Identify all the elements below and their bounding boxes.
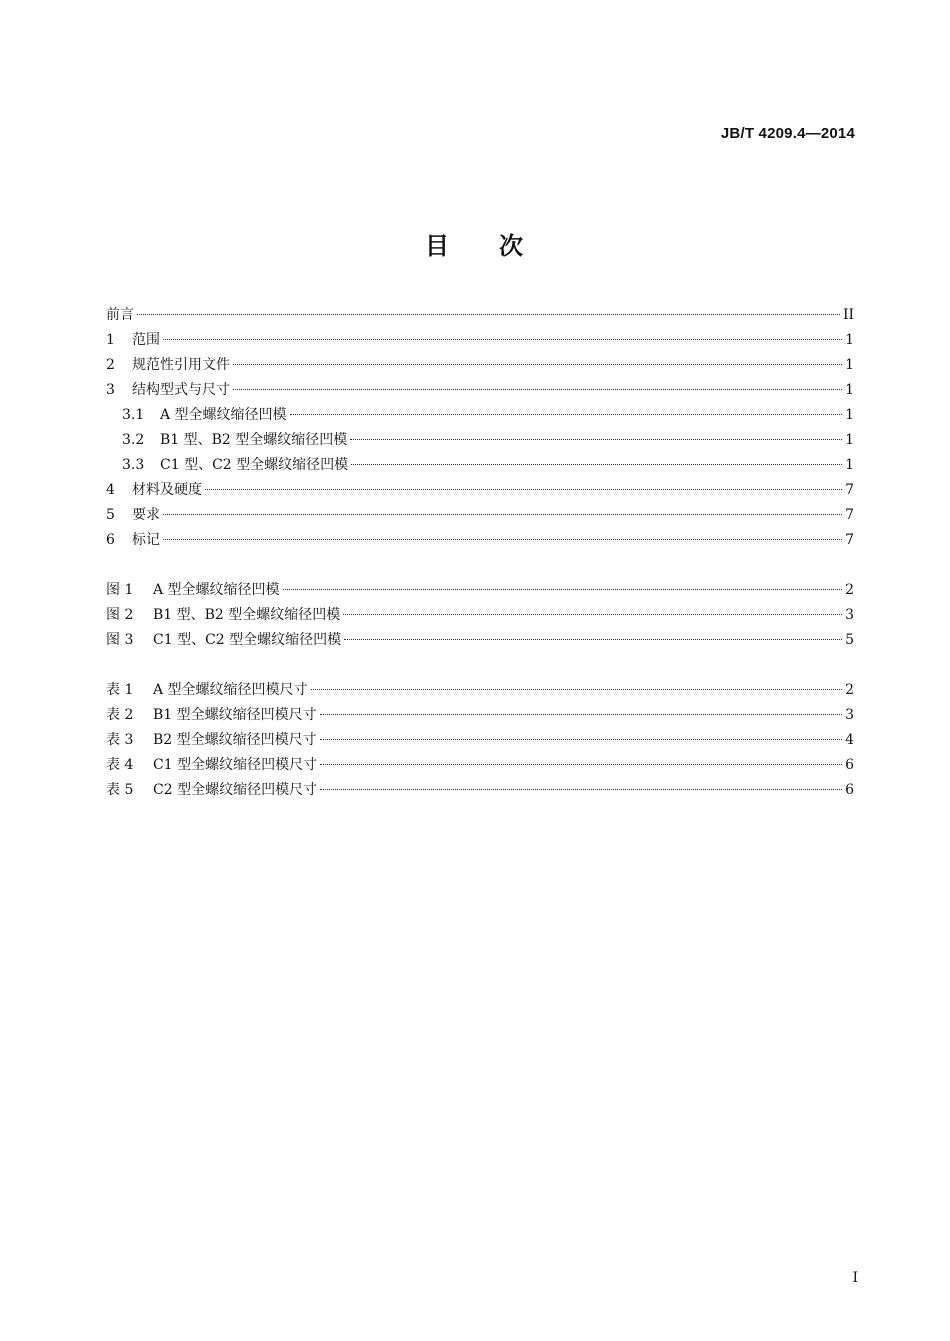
dot-leader: [351, 463, 842, 465]
figure-label: B1 型、B2 型全螺纹缩径凹模: [153, 607, 341, 623]
figure-number: 图 1: [106, 582, 134, 598]
figure-entry[interactable]: [106, 603, 854, 628]
table-number: 表 4: [106, 757, 134, 773]
figure-number: 图 3: [106, 632, 134, 648]
toc-entry-page: 7: [845, 482, 854, 498]
toc-entry-number: 6: [106, 532, 115, 548]
toc-entry[interactable]: [106, 328, 854, 353]
toc-entry-page: II: [842, 307, 854, 323]
toc-sections: [106, 303, 854, 553]
toc-entry-label: 要求: [132, 507, 160, 523]
table-number: 表 5: [106, 782, 134, 798]
dot-leader: [205, 488, 842, 490]
toc-entry-page: 1: [845, 407, 854, 423]
table-label: B2 型全螺纹缩径凹模尺寸: [153, 732, 317, 748]
toc-entry[interactable]: [106, 528, 854, 553]
figure-entry[interactable]: [106, 628, 854, 653]
toc-entry-number: 3.3: [122, 457, 145, 473]
dot-leader: [320, 788, 842, 790]
toc-entry-page: 1: [845, 357, 854, 373]
standard-number: JB/T 4209.4—2014: [720, 125, 855, 142]
toc-entry-page: 1: [845, 457, 854, 473]
table-label: C2 型全螺纹缩径凹模尺寸: [153, 782, 318, 798]
table-page: 4: [845, 732, 854, 748]
toc-entry-label: 材料及硬度: [132, 482, 202, 498]
dot-leader: [137, 313, 840, 315]
toc-entry-label: 标记: [132, 532, 160, 548]
dot-leader: [233, 388, 842, 390]
page-number: I: [852, 1270, 858, 1286]
toc-entry[interactable]: [106, 503, 854, 528]
figure-entry[interactable]: [106, 578, 854, 603]
dot-leader: [320, 713, 842, 715]
table-entry[interactable]: [106, 778, 854, 803]
figure-label: A 型全螺纹缩径凹模: [153, 582, 280, 598]
toc-entry-label: A 型全螺纹缩径凹模: [160, 407, 287, 423]
table-page: 2: [845, 682, 854, 698]
table-entry[interactable]: [106, 728, 854, 753]
table-entry[interactable]: [106, 703, 854, 728]
dot-leader: [163, 538, 842, 540]
toc-entry-number: 3: [106, 382, 115, 398]
toc-entry-page: 1: [845, 382, 854, 398]
figure-page: 2: [845, 582, 854, 598]
toc-entry-page: 7: [845, 507, 854, 523]
dot-leader: [320, 763, 842, 765]
toc-entry[interactable]: [106, 378, 854, 403]
table-number: 表 1: [106, 682, 134, 698]
toc-entry-page: 1: [845, 432, 854, 448]
dot-leader: [350, 438, 842, 440]
toc-entry-page: 1: [845, 332, 854, 348]
dot-leader: [343, 613, 842, 615]
figure-page: 5: [845, 632, 854, 648]
table-label: C1 型全螺纹缩径凹模尺寸: [153, 757, 318, 773]
dot-leader: [233, 363, 842, 365]
table-number: 表 3: [106, 732, 134, 748]
dot-leader: [163, 513, 842, 515]
table-label: B1 型全螺纹缩径凹模尺寸: [153, 707, 317, 723]
toc-entry-label: 范围: [132, 332, 160, 348]
toc-entry[interactable]: [106, 478, 854, 503]
toc-subentry[interactable]: [106, 428, 854, 453]
toc-entry-number: 5: [106, 507, 115, 523]
dot-leader: [283, 588, 843, 590]
dot-leader: [163, 338, 842, 340]
toc-entry-label: C1 型、C2 型全螺纹缩径凹模: [160, 457, 349, 473]
toc-entry[interactable]: [106, 353, 854, 378]
dot-leader: [344, 638, 842, 640]
toc-entry-number: 3.1: [122, 407, 145, 423]
toc-entry-label: B1 型、B2 型全螺纹缩径凹模: [160, 432, 348, 448]
page-title: [0, 226, 950, 261]
table-label: A 型全螺纹缩径凹模尺寸: [153, 682, 308, 698]
table-entry[interactable]: [106, 678, 854, 703]
table-page: 3: [845, 707, 854, 723]
toc-entry-number: 1: [106, 332, 115, 348]
toc-subentry[interactable]: [106, 403, 854, 428]
title-char-2: 次: [499, 232, 525, 260]
toc-entry-page: 7: [845, 532, 854, 548]
toc-entry-number: 2: [106, 357, 115, 373]
toc-subentry[interactable]: [106, 453, 854, 478]
toc-entry-number: 4: [106, 482, 115, 498]
figure-page: 3: [845, 607, 854, 623]
toc-entry-number: 3.2: [122, 432, 145, 448]
figure-label: C1 型、C2 型全螺纹缩径凹模: [153, 632, 342, 648]
toc-entry-label: 结构型式与尺寸: [132, 382, 230, 398]
table-page: 6: [845, 757, 854, 773]
table-entry[interactable]: [106, 753, 854, 778]
dot-leader: [320, 738, 842, 740]
table-number: 表 2: [106, 707, 134, 723]
toc-entry-label: 前言: [106, 307, 134, 323]
title-char-1: 目: [425, 232, 451, 260]
dot-leader: [290, 413, 843, 415]
dot-leader: [311, 688, 843, 690]
toc-entry-label: 规范性引用文件: [132, 357, 230, 373]
list-of-figures: [106, 578, 854, 653]
list-of-tables: [106, 678, 854, 803]
table-page: 6: [845, 782, 854, 798]
figure-number: 图 2: [106, 607, 134, 623]
toc-entry[interactable]: [106, 303, 854, 328]
